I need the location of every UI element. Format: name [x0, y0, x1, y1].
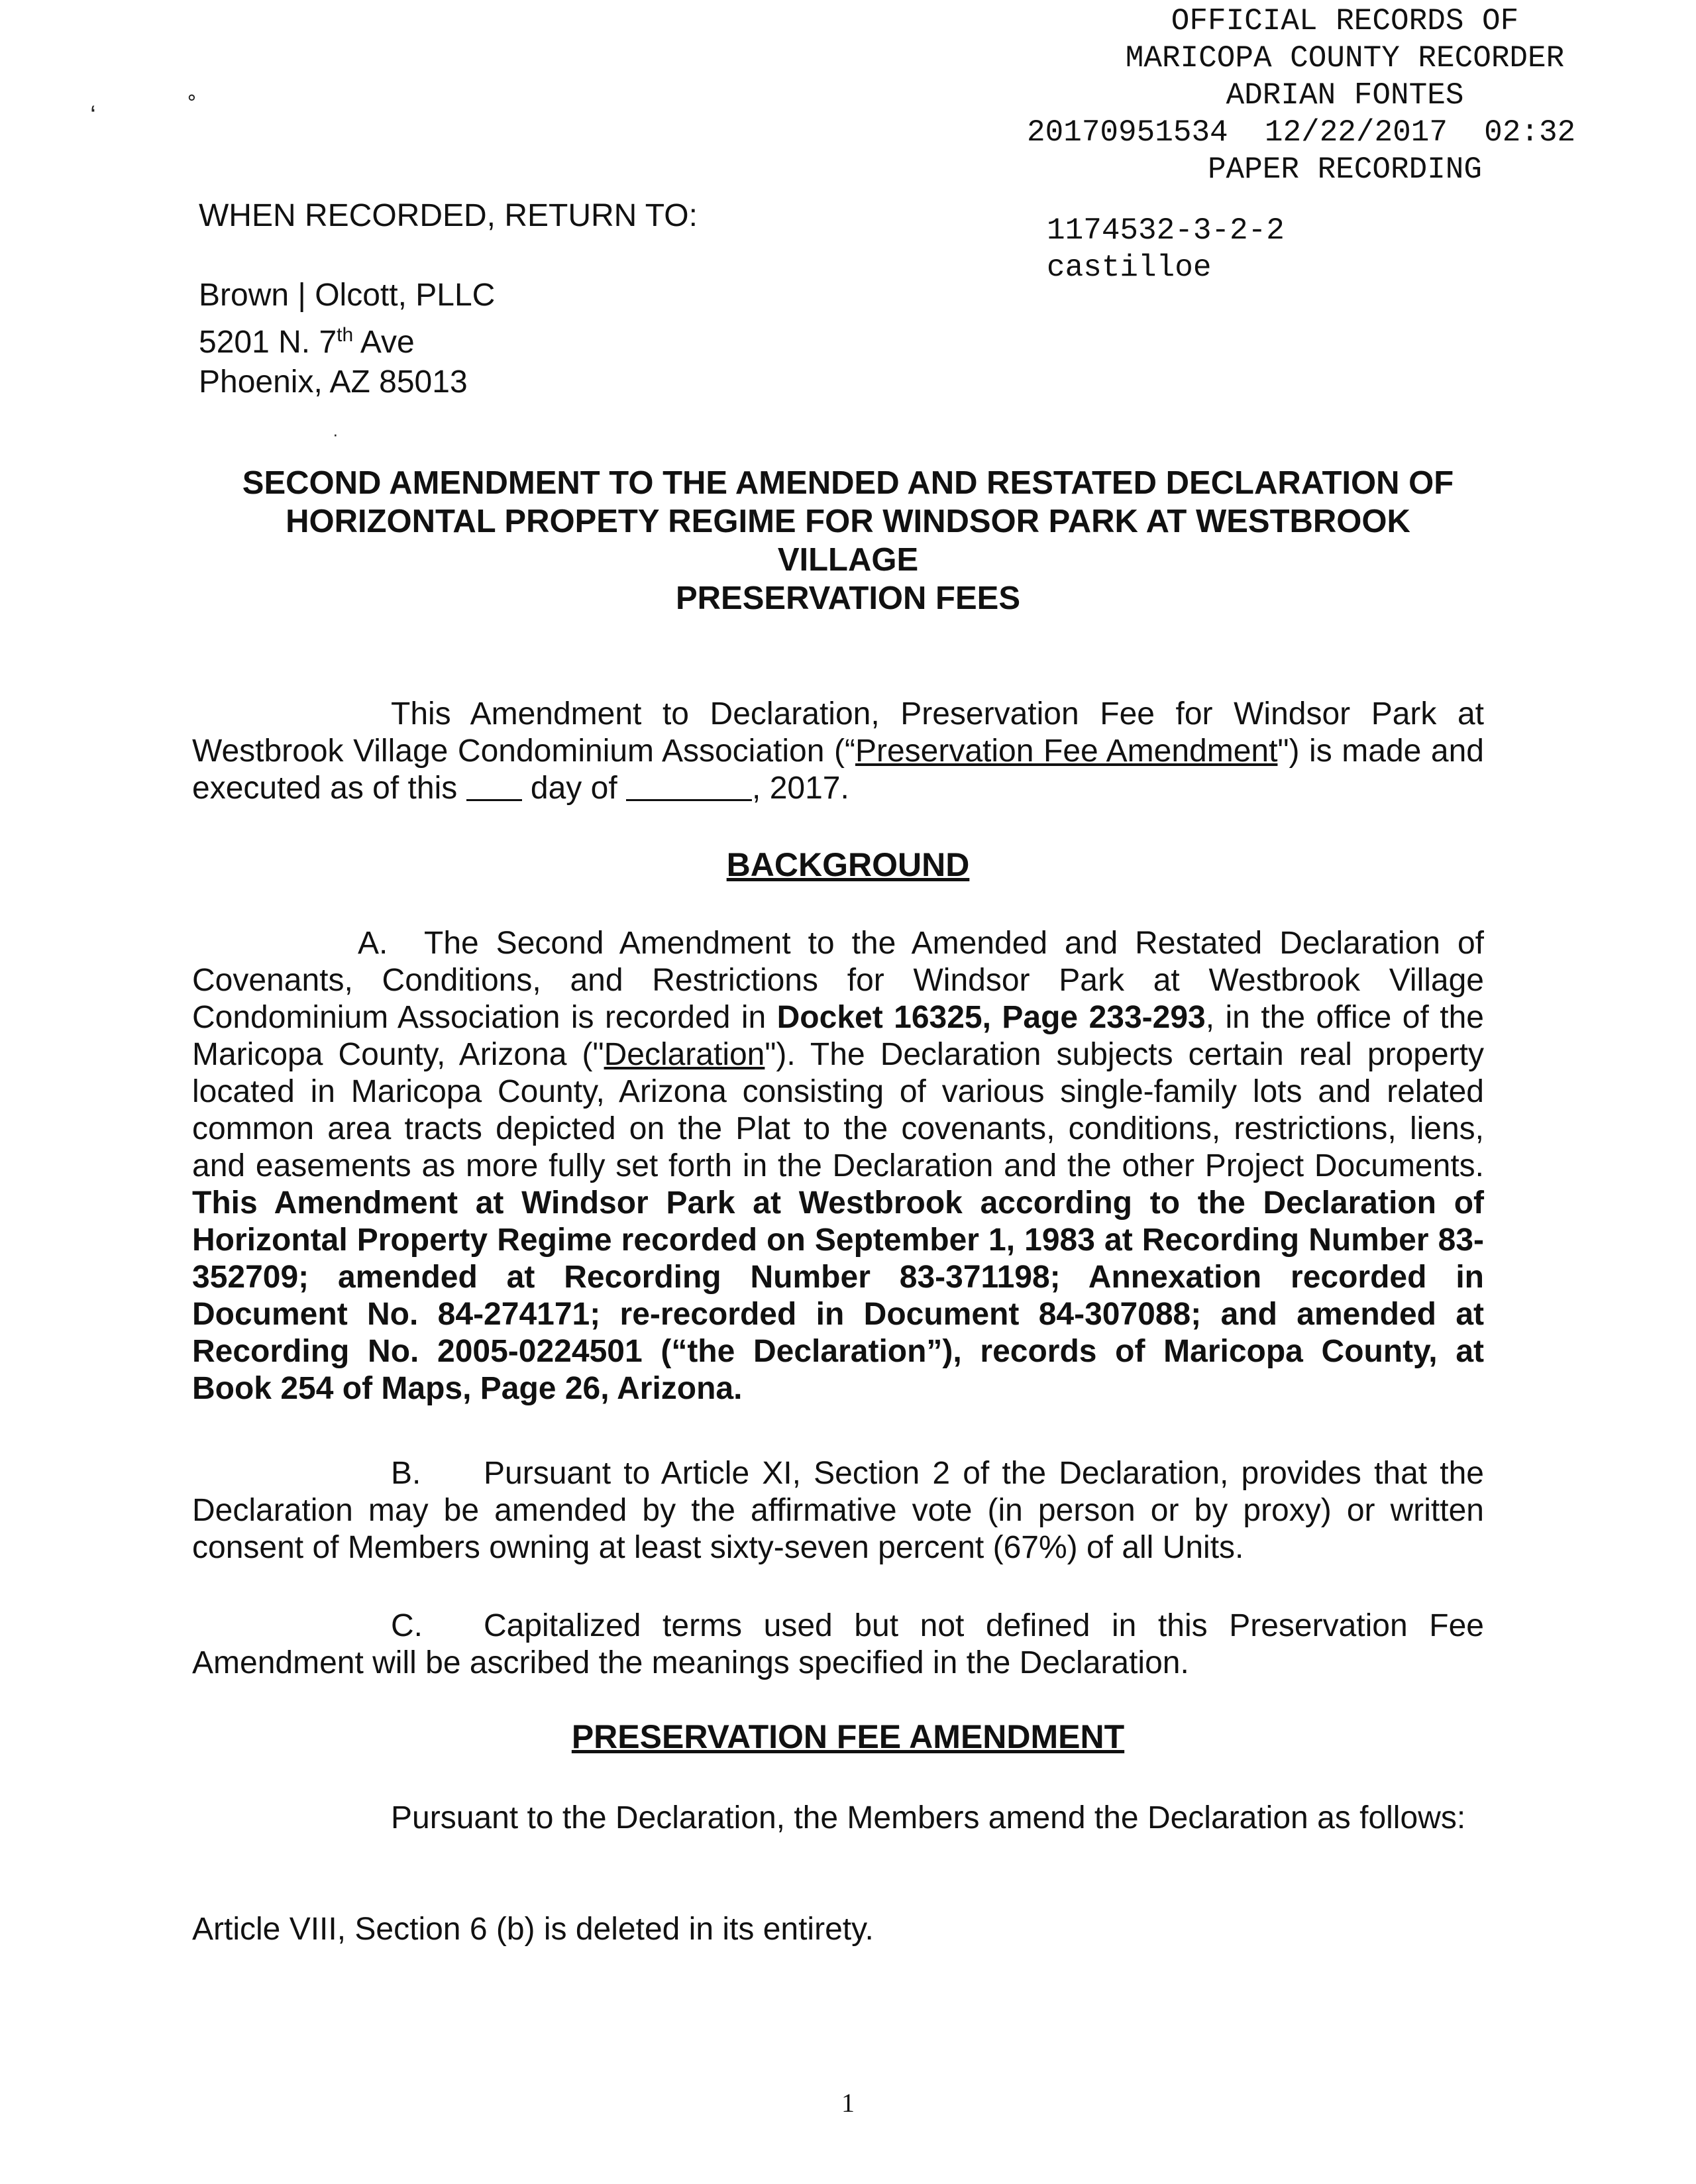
recorder-stamp [1027, 3, 1663, 286]
recording-type: PAPER RECORDING [1207, 152, 1483, 187]
street-address: 5201 N. 7th Ave [199, 324, 415, 360]
background-heading: BACKGROUND [726, 846, 970, 883]
document-title [159, 464, 1537, 618]
blank-month-field[interactable] [626, 770, 752, 801]
recorder-record-line [1027, 114, 1663, 151]
record-time: 02:32 [1484, 115, 1576, 150]
blank-day-field[interactable] [466, 770, 522, 801]
return-label: WHEN RECORDED, RETURN TO: [199, 198, 698, 233]
intro-paragraph: This Amendment to Declaration, Preservation Fee for Windsor Park at Westbrook Village Condominium Association (“Preservation Fee Amendment") is made and executed as of this day of , 2017. [192, 696, 1484, 806]
docket-reference: Docket 16325, Page 233-293 [776, 1000, 1206, 1035]
paragraph-c: C. Capitalized terms used but not defined in this Preservation Fee Amendment will be ascribed the meanings specified in the Declaration. [192, 1608, 1484, 1680]
recorder-doc-id: 1174532-3-2-2 [1047, 213, 1285, 248]
recorder-clerk: castilloe [1047, 250, 1212, 285]
amendment-intro: Pursuant to the Declaration, the Members amend the Declaration as follows: [391, 1800, 1466, 1835]
deletion-clause: Article VIII, Section 6 (b) is deleted in its entirety. [192, 1912, 874, 1947]
scan-mark: · [333, 424, 339, 444]
return-address-block [199, 196, 698, 402]
amendment-heading: PRESERVATION FEE AMENDMENT [571, 1718, 1125, 1755]
title-line-2: HORIZONTAL PROPETY REGIME FOR WINDSOR PARK AT WESTBROOK [286, 504, 1410, 539]
city-state-zip: Phoenix, AZ 85013 [199, 364, 468, 400]
paragraph-a: A. The Second Amendment to the Amended and Restated Declaration of Covenants, Conditions, and Restrictions for Windsor Park at Westbrook Village Condominium Association is recorded in Docket 16325, Page 233-293, in the office of the Maricopa County, Arizona ("Declaration"). The Declaration subjects certain real property located in Maricopa County, Arizona consisting of various single-family lots and related common area tracts depicted on the Plat to the covenants, conditions, restrictions, liens, and easements as more fully set forth in the Declaration and the other Project Documents. This Amendment at Windsor Park at Westbrook according to the Declaration of Horizontal Property Regime recorded on September 1, 1983 at Recording Number 83-352709; amended at Recording Number 83-371198; Annexation recorded in Document No. 84-274171; re-recorded in Document 84-307088; and amended at Recording No. 2005-0224501 (“the Declaration”), records of Maricopa County, at Book 254 of Maps, Page 26, Arizona. [192, 926, 1484, 1406]
defined-term: Preservation Fee Amendment [855, 734, 1278, 769]
record-number: 20170951534 [1027, 115, 1228, 150]
record-date: 12/22/2017 [1264, 115, 1448, 150]
recording-references: This Amendment at Windsor Park at Westbrook according to the Declaration of Horizontal Property Regime recorded on September 1, 1983 at Recording Number 83-352709; amended at Recording Number 83-371198; Annexation recorded in Document No. 84-274171; re-recorded in Document 84-307088; and amended at Recording No. 2005-0224501 (“the Declaration”), records of Maricopa County, at Book 254 of Maps, Page 26, Arizona. [192, 1185, 1484, 1406]
defined-term: Declaration [604, 1037, 765, 1072]
firm-name: Brown | Olcott, PLLC [199, 278, 496, 313]
title-line-4: PRESERVATION FEES [675, 580, 1021, 616]
title-line-1: SECOND AMENDMENT TO THE AMENDED AND RESTATED DECLARATION OF [242, 465, 1454, 501]
recorder-line-1: OFFICIAL RECORDS OF [1171, 4, 1519, 38]
scan-mark: ‘ [90, 101, 96, 130]
recorder-line-3: ADRIAN FONTES [1226, 78, 1464, 113]
page-number: 1 [841, 2088, 855, 2118]
scan-mark: ∘ [186, 87, 198, 109]
paragraph-b: B. Pursuant to Article XI, Section 2 of the Declaration, provides that the Declaration may be amended by the affirmative vote (in person or by proxy) or written consent of Members owning at least sixty-seven percent (67%) of all Units. [192, 1456, 1484, 1565]
title-line-3: VILLAGE [777, 542, 919, 578]
recorder-line-2: MARICOPA COUNTY RECORDER [1125, 41, 1565, 76]
